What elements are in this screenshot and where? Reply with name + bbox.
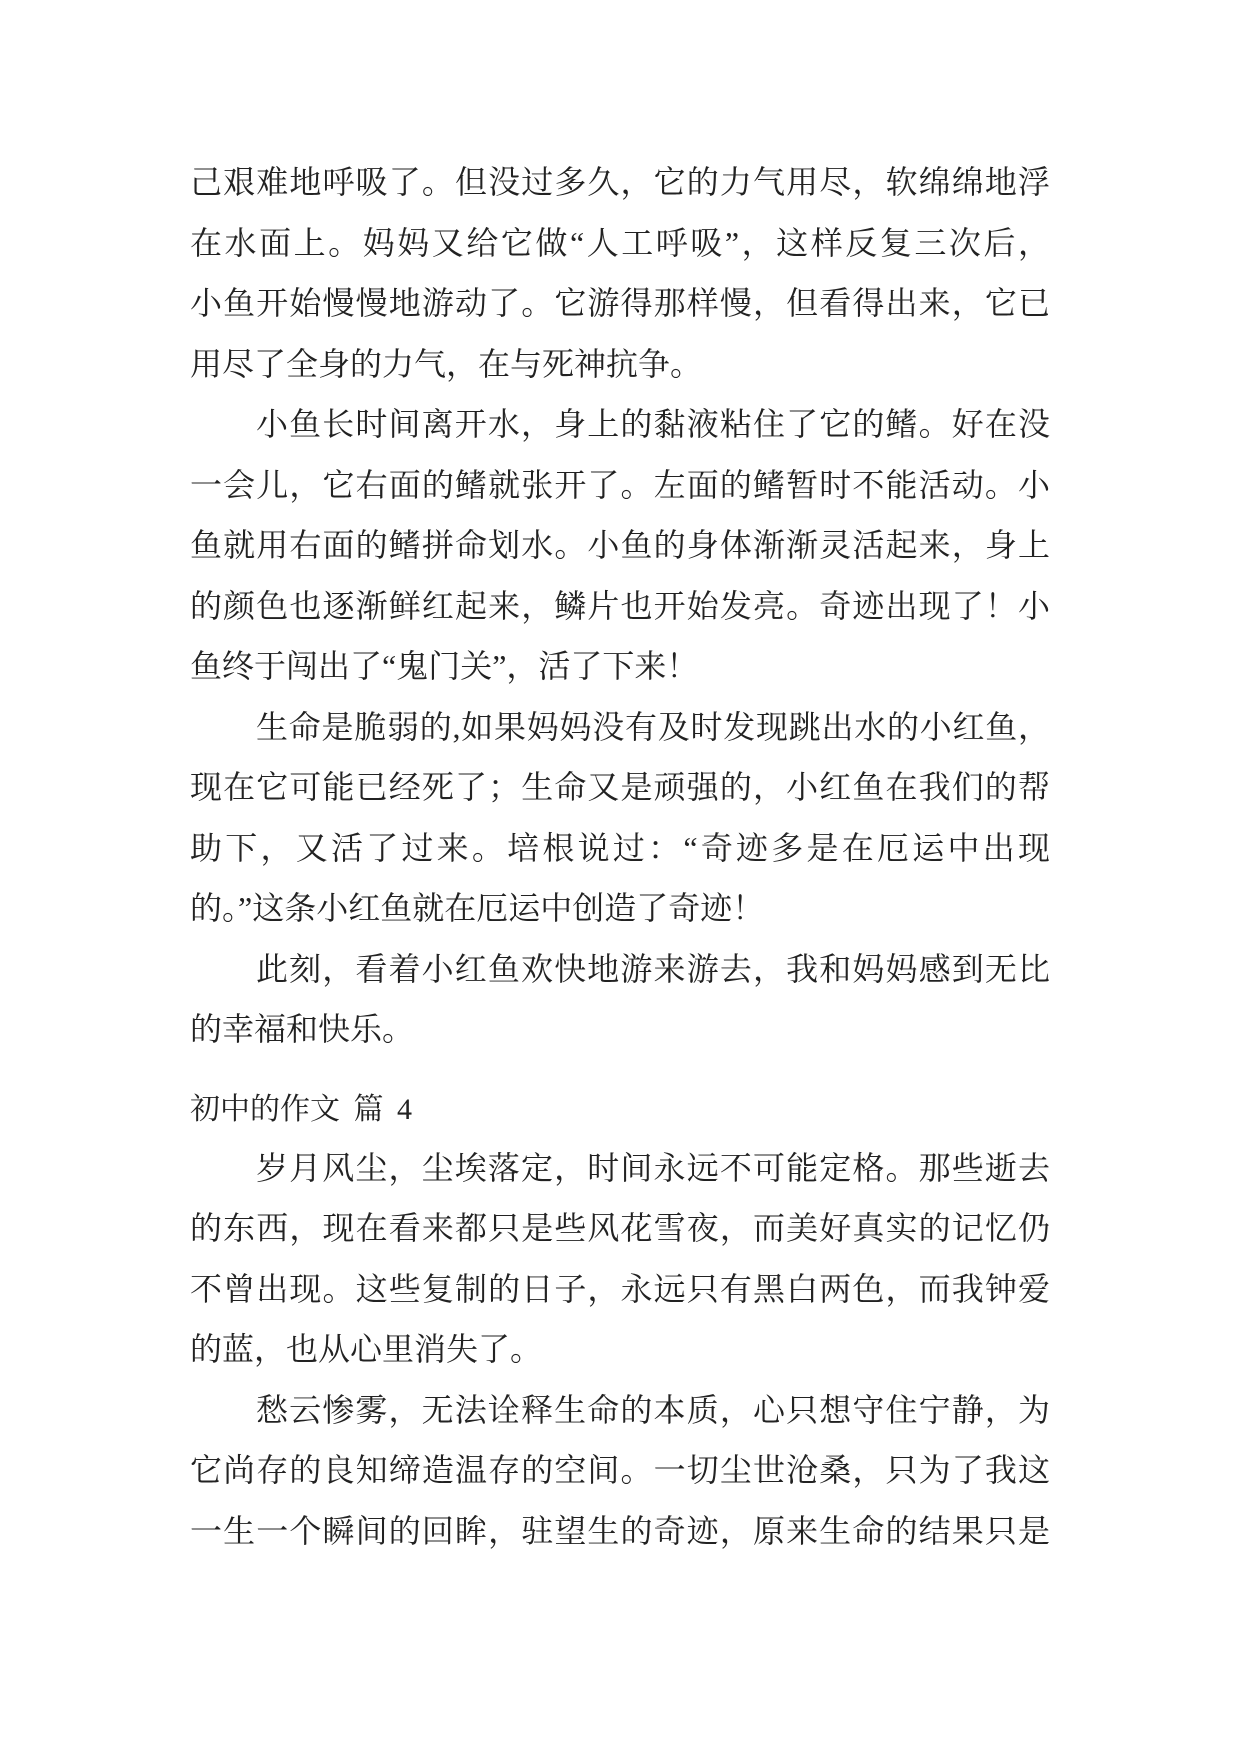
text-line: 在水面上。妈妈又给它做“人工呼吸”，这样反复三次后， bbox=[190, 224, 1050, 261]
text-line: 己艰难地呼吸了。但没过多久，它的力气用尽，软绵绵地浮 bbox=[190, 164, 1050, 200]
text-line: 生命是脆弱的,如果妈妈没有及时发现跳出水的小红鱼， bbox=[256, 708, 1050, 745]
text-line: 的颜色也逐渐鲜红起来，鳞片也开始发亮。奇迹出现了！小 bbox=[190, 587, 1050, 624]
text-line: 此刻，看着小红鱼欢快地游来游去，我和妈妈感到无比 bbox=[256, 950, 1050, 987]
paragraph bbox=[190, 939, 1050, 1060]
text-line: 用尽了全身的力气，在与死神抗争。 bbox=[190, 345, 703, 382]
text-line: 小鱼开始慢慢地游动了。它游得那样慢，但看得出来，它已 bbox=[190, 285, 1050, 321]
paragraph bbox=[190, 1380, 1050, 1562]
text-line: 鱼终于闯出了“鬼门关”，活了下来！ bbox=[190, 648, 699, 684]
paragraph bbox=[190, 697, 1050, 939]
text-line: 愁云惨雾，无法诠释生命的本质，心只想守住宁静，为 bbox=[256, 1391, 1050, 1428]
text-line: 的。”这条小红鱼就在厄运中创造了奇迹！ bbox=[190, 890, 765, 926]
section-heading: 初中的作文 篇 4 bbox=[190, 1092, 412, 1126]
text-line: 一会儿，它右面的鳍就张开了。左面的鳍暂时不能活动。小 bbox=[190, 466, 1050, 503]
text-line: 不曾出现。这些复制的日子，永远只有黑白两色，而我钟爱 bbox=[190, 1270, 1050, 1307]
paragraph bbox=[190, 394, 1050, 697]
text-line: 它尚存的良知缔造温存的空间。一切尘世沧桑，只为了我这 bbox=[190, 1452, 1050, 1488]
text-line: 一生一个瞬间的回眸，驻望生的奇迹，原来生命的结果只是 bbox=[190, 1512, 1050, 1549]
text-line: 助下，又活了过来。培根说过：“奇迹多是在厄运中出现 bbox=[190, 829, 1050, 866]
text-line: 岁月风尘，尘埃落定，时间永远不可能定格。那些逝去 bbox=[256, 1149, 1050, 1186]
document-page bbox=[190, 152, 1050, 1561]
text-line: 小鱼长时间离开水，身上的黏液粘住了它的鳍。好在没 bbox=[256, 406, 1050, 442]
text-line: 的东西，现在看来都只是些风花雪夜，而美好真实的记忆仍 bbox=[190, 1210, 1050, 1246]
text-line: 鱼就用右面的鳍拼命划水。小鱼的身体渐渐灵活起来，身上 bbox=[190, 527, 1050, 563]
text-line: 的蓝，也从心里消失了。 bbox=[190, 1331, 543, 1367]
text-line: 的幸福和快乐。 bbox=[190, 1011, 415, 1047]
paragraph bbox=[190, 1138, 1050, 1380]
paragraph bbox=[190, 152, 1050, 394]
text-line: 现在它可能已经死了；生命又是顽强的，小红鱼在我们的帮 bbox=[190, 769, 1050, 805]
